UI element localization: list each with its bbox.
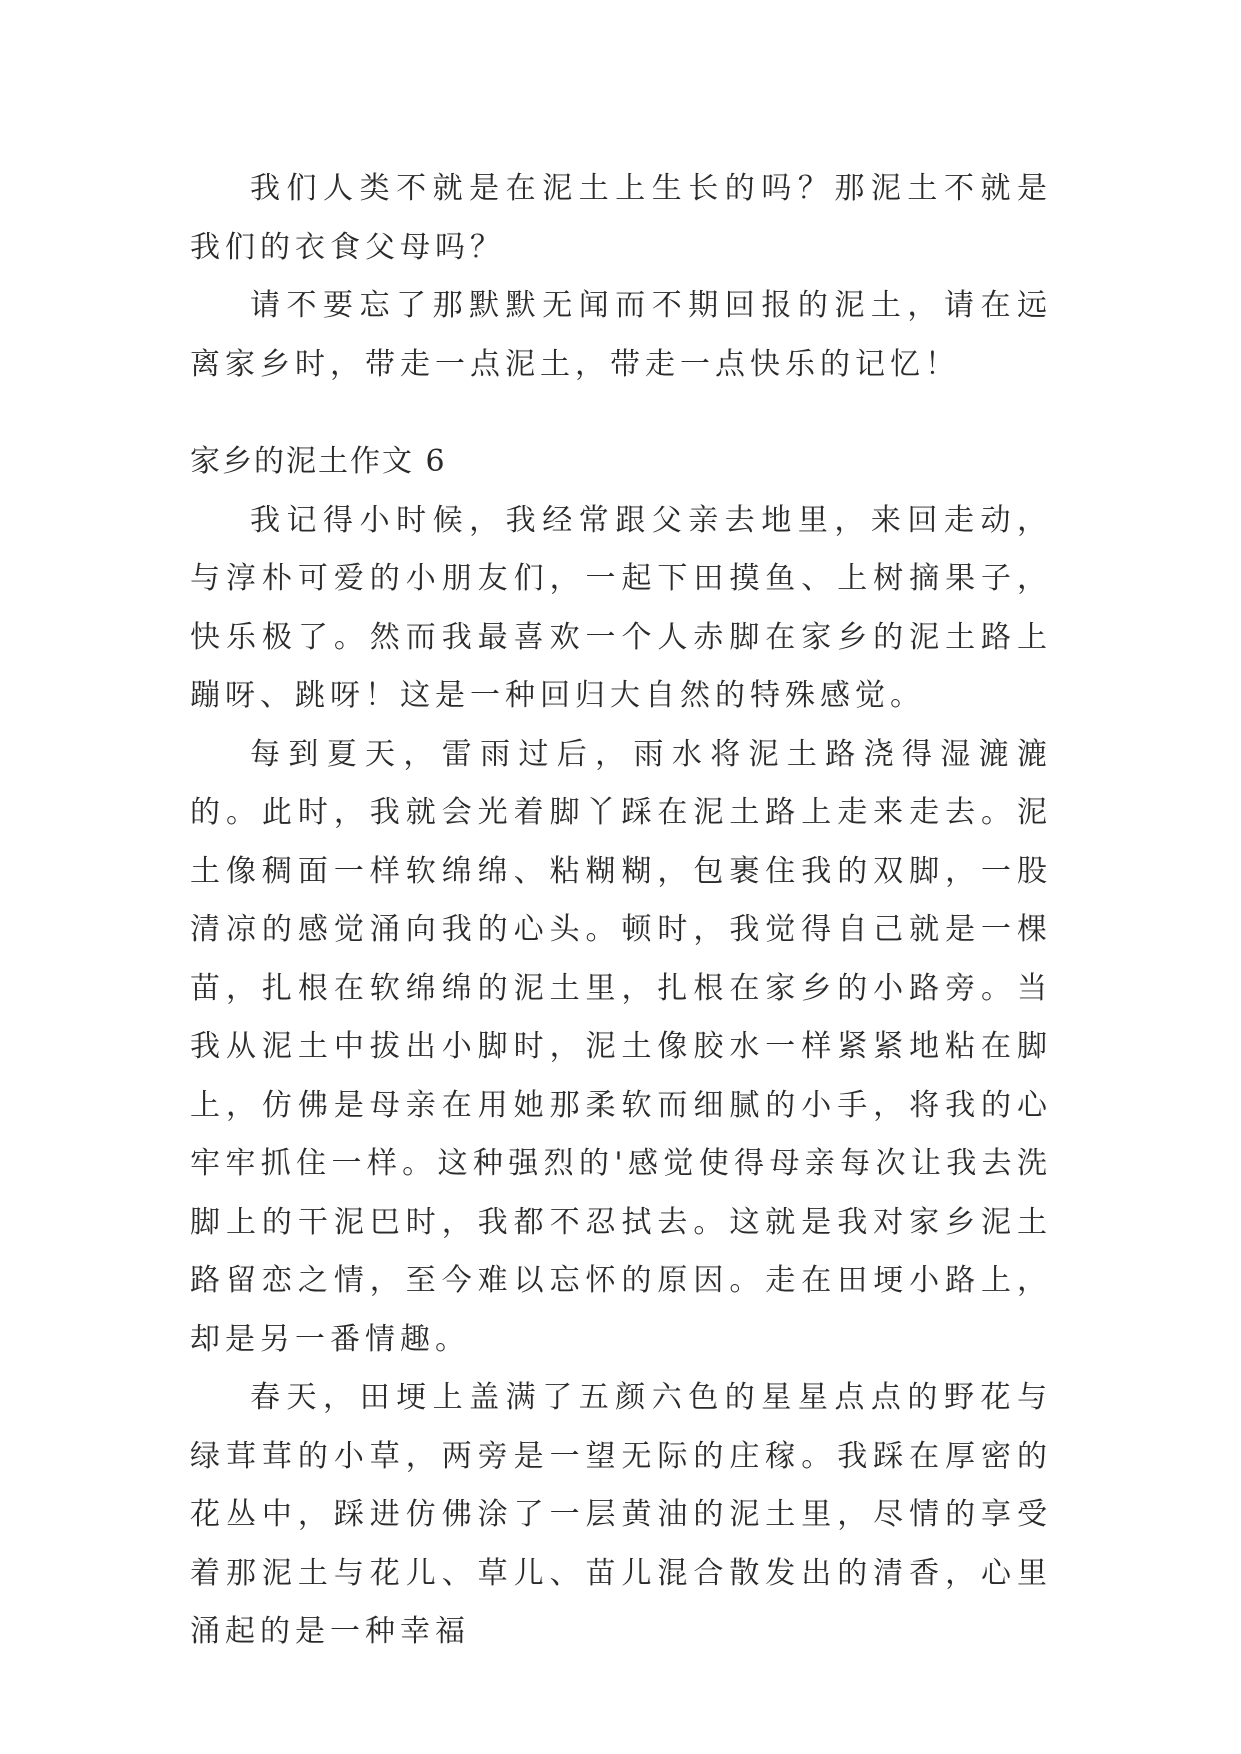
- paragraph: 每到夏天，雷雨过后，雨水将泥土路浇得湿漉漉的。此时，我就会光着脚丫踩在泥土路上走来走去。泥土像稠面一样软绵绵、粘糊糊，包裹住我的双脚，一股清凉的感觉涌向我的心头。顿时，我觉得自己就是一棵苗，扎根在软绵绵的泥土里，扎根在家乡的小路旁。当我从泥土中拔出小脚时，泥土像胶水一样紧紧地粘在脚上，仿佛是母亲在用她那柔软而细腻的小手，将我的心牢牢抓住一样。这种强烈的'感觉使得母亲每次让我去洗脚上的干泥巴时，我都不忍拭去。这就是我对家乡泥土路留恋之情，至今难以忘怀的原因。走在田埂小路上，却是另一番情趣。: [190, 736, 1052, 1357]
- document-body: [190, 160, 1052, 1662]
- paragraph: 春天，田埂上盖满了五颜六色的星星点点的野花与绿茸茸的小草，两旁是一望无际的庄稼。我踩在厚密的花丛中，踩进仿佛涂了一层黄油的泥土里，尽情的享受着那泥土与花儿、草儿、苗儿混合散发出的清香，心里涌起的是一种幸福: [190, 1380, 1052, 1649]
- paragraph: 我记得小时候，我经常跟父亲去地里，来回走动，与淳朴可爱的小朋友们，一起下田摸鱼、上树摘果子，快乐极了。然而我最喜欢一个人赤脚在家乡的泥土路上蹦呀、跳呀！这是一种回归大自然的特殊感觉。: [190, 502, 1052, 713]
- paragraph: 请不要忘了那默默无闻而不期回报的泥土，请在远离家乡时，带走一点泥土，带走一点快乐的记忆！: [190, 288, 1052, 382]
- paragraph: 我们人类不就是在泥土上生长的吗？那泥土不就是我们的衣食父母吗？: [190, 171, 1052, 265]
- section-title: 家乡的泥土作文 6: [190, 444, 447, 479]
